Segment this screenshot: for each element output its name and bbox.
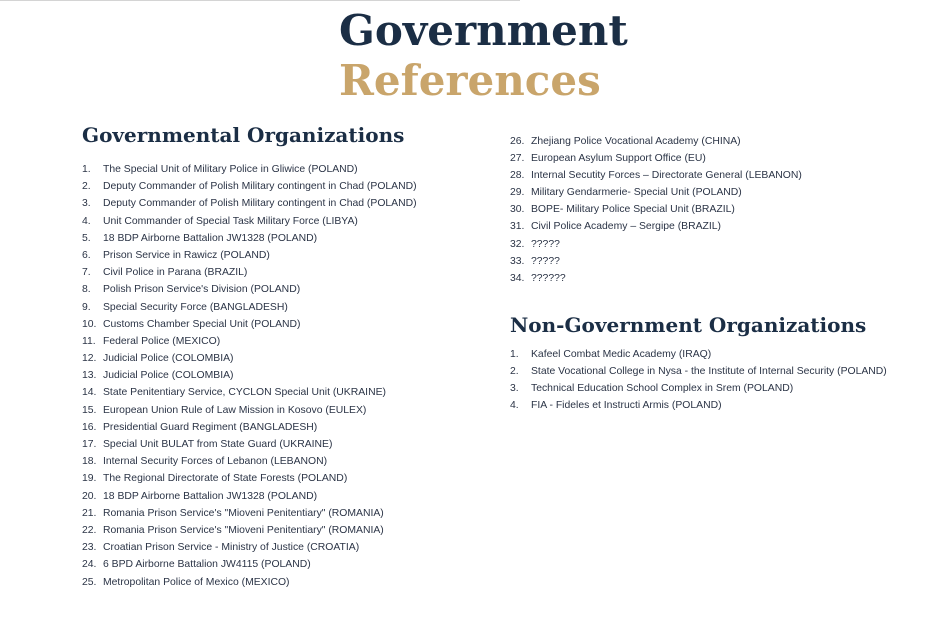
list-item-text: Federal Police (MEXICO) [103,335,221,347]
list-item [82,178,417,195]
list-item-number: 12. [82,353,97,365]
list-item-text: Presidential Guard Regiment (BANGLADESH) [103,421,318,433]
list-item-number: 28. [510,170,525,182]
list-item [510,380,887,397]
list-item [510,236,802,253]
list-item [82,213,417,230]
list-item [510,133,802,150]
list-item-number: 33. [510,255,525,267]
list-item [510,346,887,363]
list-item [510,150,802,167]
list-item-number: 1. [82,164,91,175]
list-item-number: 15. [82,404,97,416]
list-item [82,384,417,401]
governmental-list-left [82,161,417,591]
list-item-number: 32. [510,238,525,250]
list-item-text: Special Security Force (BANGLADESH) [103,301,288,313]
list-item [82,316,417,333]
list-item-text: 18 BDP Airborne Battalion JW1328 (POLAND) [103,490,318,502]
list-item [82,195,417,212]
list-item-number: 5. [82,232,91,244]
list-item-number: 29. [510,187,525,199]
list-item-text: Judicial Police (COLOMBIA) [103,353,234,365]
list-item-number: 9. [82,301,91,313]
list-item-text: Croatian Prison Service - Ministry of Justice (CROATIA) [103,542,360,554]
list-item-number: 26. [510,136,525,147]
list-item [82,299,417,316]
list-item-text: Internal Security Forces of Lebanon (LEBANON) [103,456,328,468]
list-item [82,436,417,453]
list-item-text: ????? [531,238,560,250]
list-item-text: Internal Secutity Forces – Directorate General (LEBANON) [531,170,802,182]
list-item [510,218,802,235]
list-item [82,522,417,539]
list-item [510,167,802,184]
list-item-text: Technical Education School Complex in Srem (POLAND) [531,383,794,394]
list-item-number: 10. [82,318,97,330]
list-item-text: State Penitentiary Service, CYCLON Special Unit (UKRAINE) [103,387,386,399]
list-item [82,505,417,522]
list-item [82,574,417,591]
list-item-text: The Regional Directorate of State Forests (POLAND) [103,473,348,485]
list-item-text: Civil Police in Parana (BRAZIL) [103,267,248,279]
list-item-number: 2. [510,366,519,377]
list-item-number: 13. [82,370,97,382]
list-item-number: 22. [82,524,97,536]
list-item-number: 24. [82,559,97,571]
list-item-number: 4. [82,215,91,227]
list-item-text: Deputy Commander of Polish Military contingent in Chad (POLAND) [103,198,417,210]
list-item-number: 21. [82,507,97,519]
list-item-number: 8. [82,284,91,296]
list-item-text: Unit Commander of Special Task Military Force (LIBYA) [103,215,358,227]
list-item-number: 20. [82,490,97,502]
list-item-number: 34. [510,272,525,284]
list-item [510,397,887,414]
list-item [510,363,887,380]
list-item-text: Kafeel Combat Medic Academy (IRAQ) [531,349,712,360]
list-item-number: 17. [82,439,97,450]
page-title-line-1: Government [339,6,628,55]
list-item-number: 19. [82,473,97,485]
list-item [82,453,417,470]
list-item-number: 3. [510,383,519,394]
list-item-text: Deputy Commander of Polish Military contingent in Chad (POLAND) [103,181,417,193]
list-item-text: Special Unit BULAT from State Guard (UKRAINE) [103,439,333,450]
top-divider [0,0,520,1]
list-item-text: The Special Unit of Military Police in Gliwice (POLAND) [103,164,358,175]
list-item [82,230,417,247]
list-item [82,161,417,178]
list-item-number: 18. [82,456,97,468]
list-item-number: 11. [82,335,96,347]
list-item [82,488,417,505]
list-item [82,247,417,264]
list-item [82,281,417,298]
list-item-number: 14. [82,387,97,399]
list-item [82,556,417,573]
list-item-number: 2. [82,181,91,193]
list-item-text: State Vocational College in Nysa - the Institute of Internal Security (POLAND) [531,366,887,377]
list-item-number: 31. [510,221,525,233]
list-item [82,402,417,419]
non-governmental-list [510,346,887,414]
list-item-text: European Asylum Support Office (EU) [531,153,706,165]
list-item-text: Prison Service in Rawicz (POLAND) [103,249,270,261]
list-item [82,264,417,281]
list-item-number: 23. [82,542,97,554]
list-item-text: Judicial Police (COLOMBIA) [103,370,234,382]
list-item-text: Civil Police Academy – Sergipe (BRAZIL) [531,221,721,233]
list-item-text: Polish Prison Service's Division (POLAND) [103,284,301,296]
page-title-line-2: References [339,56,601,105]
list-item-text: BOPE- Military Police Special Unit (BRAZIL) [531,204,735,216]
list-item-number: 30. [510,204,525,216]
list-item [82,350,417,367]
list-item-text: Romania Prison Service's "Mioveni Penitentiary" (ROMANIA) [103,507,384,519]
list-item-number: 6. [82,249,91,261]
list-item-text: Customs Chamber Special Unit (POLAND) [103,318,301,330]
list-item [82,333,417,350]
list-item [510,201,802,218]
list-item [510,184,802,201]
governmental-list-right [510,133,802,287]
list-item-number: 3. [82,198,91,210]
list-item [510,253,802,270]
list-item-text: ????? [531,255,560,267]
governmental-heading: Governmental Organizations [82,123,405,147]
list-item-number: 27. [510,153,525,165]
list-item-number: 7. [82,267,91,279]
list-item-number: 25. [82,576,97,588]
list-item [82,539,417,556]
list-item [82,419,417,436]
list-item-text: 6 BPD Airborne Battalion JW4115 (POLAND) [103,559,311,571]
list-item-number: 4. [510,400,519,411]
list-item-text: Zhejiang Police Vocational Academy (CHINA) [531,136,741,147]
list-item-text: ?????? [531,272,566,284]
list-item [510,270,802,287]
non-governmental-heading: Non-Government Organizations [510,313,867,337]
list-item [82,470,417,487]
list-item-text: 18 BDP Airborne Battalion JW1328 (POLAND) [103,232,318,244]
list-item-text: European Union Rule of Law Mission in Kosovo (EULEX) [103,404,367,416]
list-item [82,367,417,384]
list-item-number: 1. [510,349,519,360]
list-item-number: 16. [82,421,97,433]
list-item-text: FIA - Fideles et Instructi Armis (POLAND) [531,400,722,411]
list-item-text: Romania Prison Service's "Mioveni Penitentiary" (ROMANIA) [103,524,384,536]
list-item-text: Metropolitan Police of Mexico (MEXICO) [103,576,290,588]
list-item-text: Military Gendarmerie- Special Unit (POLAND) [531,187,742,199]
